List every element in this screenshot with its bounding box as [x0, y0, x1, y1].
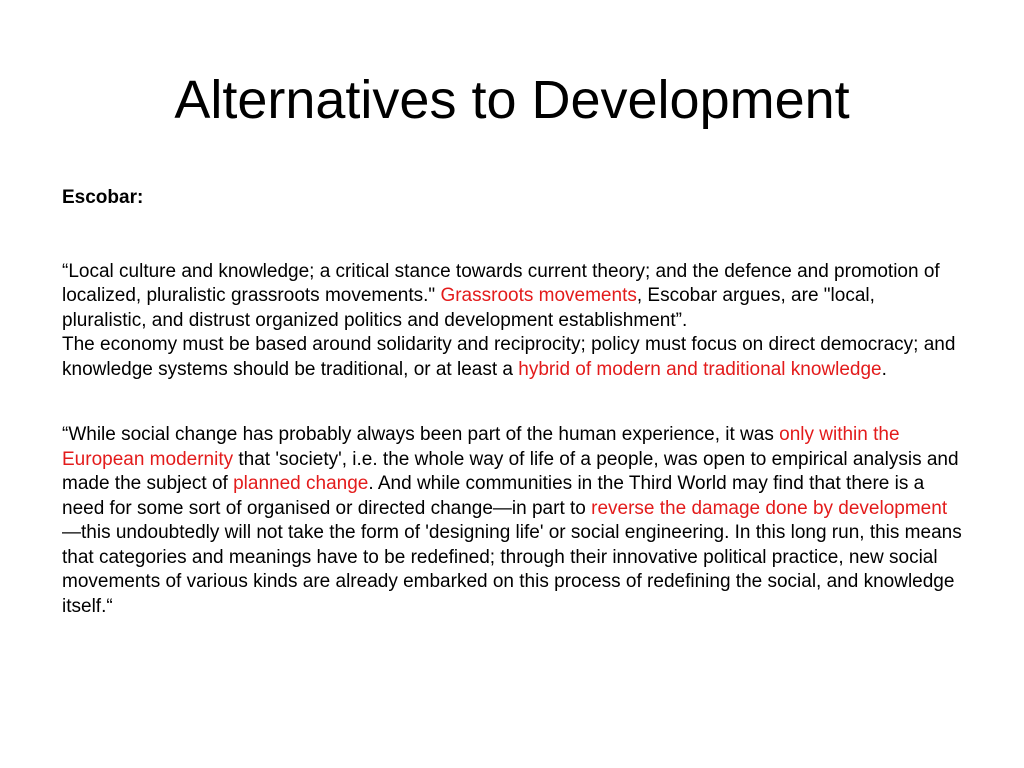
highlight-grassroots-movements: Grassroots movements — [440, 285, 637, 306]
paragraph1-text-4: . — [881, 358, 887, 380]
highlight-hybrid-knowledge: hybrid of modern and traditional knowledge — [518, 358, 882, 380]
section-heading: Escobar: — [62, 187, 144, 208]
paragraph2-text-2: that 'society', i.e. the whole way of life of a people, was open to empirical analysis and made the subject of — [62, 448, 959, 494]
paragraph1-text-2: , Escobar argues, are "local, pluralistic, and distrust organized politics and development establishment”. — [62, 285, 875, 331]
paragraph2-text-3: . And while communities in the Third World may find that there is a need for some sort of organised or directed change—in part to — [62, 473, 925, 519]
highlight-european-modernity: only within the European modernity — [62, 424, 900, 470]
paragraph-social-change — [62, 423, 962, 619]
paragraph2-text-1: “While social change has probably always been part of the human experience, it was — [62, 424, 780, 445]
paragraph2-text-4: —this undoubtedly will not take the form of 'designing life' or social engineering. In this long run, this means that categories and meanings have to be redefined; through their innovative political practice, new social movements of various kinds are already embarked on this process of redefining the social, and knowledge itself.“ — [62, 522, 962, 617]
slide-body — [62, 186, 962, 660]
slide-title: Alternatives to Development — [174, 70, 850, 130]
paragraph1-text-1: “Local culture and knowledge; a critical stance towards current theory; and the defence and promotion of localized, pluralistic grassroots movements." — [62, 260, 940, 306]
paragraph1-text-3: The economy must be based around solidarity and reciprocity; policy must focus on direct democracy; and knowledge systems should be traditional, or at least a — [62, 334, 956, 380]
highlight-planned-change: planned change — [233, 473, 369, 494]
paragraph-local-culture — [62, 260, 962, 383]
highlight-reverse-damage: reverse the damage done by development — [591, 497, 948, 519]
